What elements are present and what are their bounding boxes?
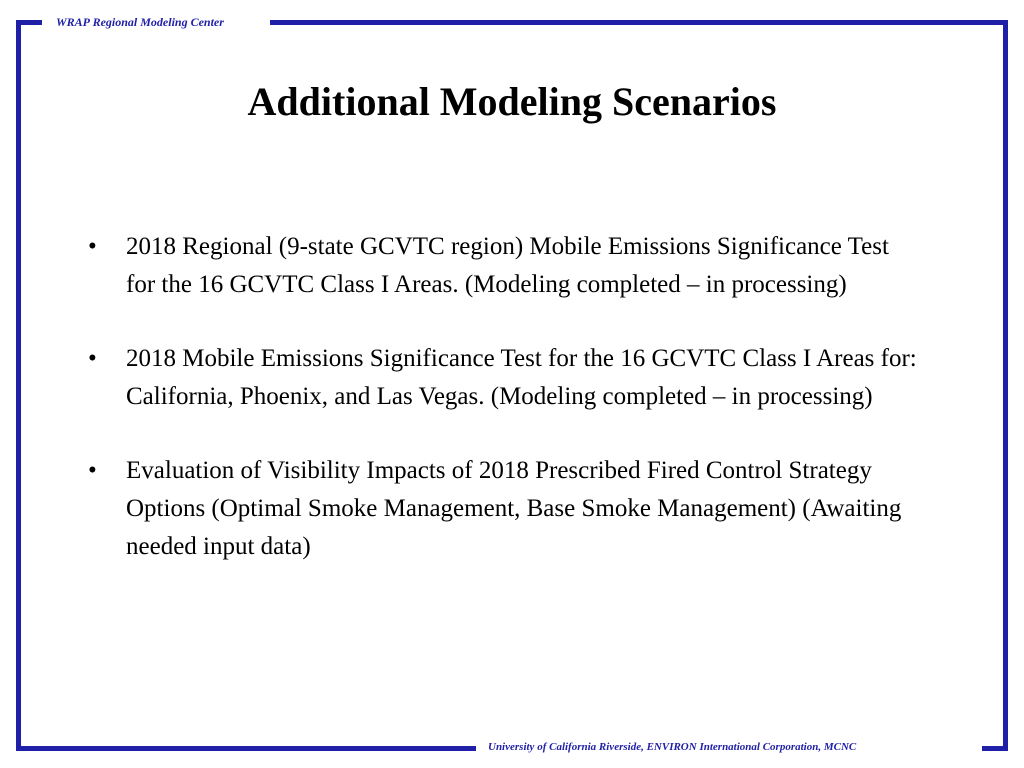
frame-bottom-left-segment: [16, 746, 476, 751]
frame-right-edge: [1003, 20, 1008, 751]
frame-top-right-segment: [270, 20, 1008, 25]
bullet-text: Evaluation of Visibility Impacts of 2018 Prescribed Fired Control Strategy Options (Optimal Smoke Management, Base Smoke Management) (Awaiting needed input data): [126, 457, 902, 560]
frame-bottom-right-segment: [982, 746, 1008, 751]
bullet-item: [88, 452, 918, 566]
bullet-text: 2018 Regional (9-state GCVTC region) Mobile Emissions Significance Test for the 16 GCVTC Class I Areas. (Modeling completed – in processing): [126, 233, 889, 298]
bullet-text: 2018 Mobile Emissions Significance Test for the 16 GCVTC Class I Areas for: California, Phoenix, and Las Vegas. (Modeling completed – in processing): [126, 345, 917, 410]
bullet-list: [88, 228, 918, 602]
bullet-point-icon: •: [88, 345, 97, 372]
header-label: WRAP Regional Modeling Center: [56, 15, 224, 29]
bullet-point-icon: •: [88, 457, 97, 484]
bullet-item: [88, 228, 918, 304]
footer-label: University of California Riverside, ENVIRON International Corporation, MCNC: [488, 741, 857, 753]
bullet-point-icon: •: [88, 233, 97, 260]
frame-left-edge: [16, 20, 21, 751]
bullet-item: [88, 340, 918, 416]
slide-title: Additional Modeling Scenarios: [247, 79, 777, 124]
